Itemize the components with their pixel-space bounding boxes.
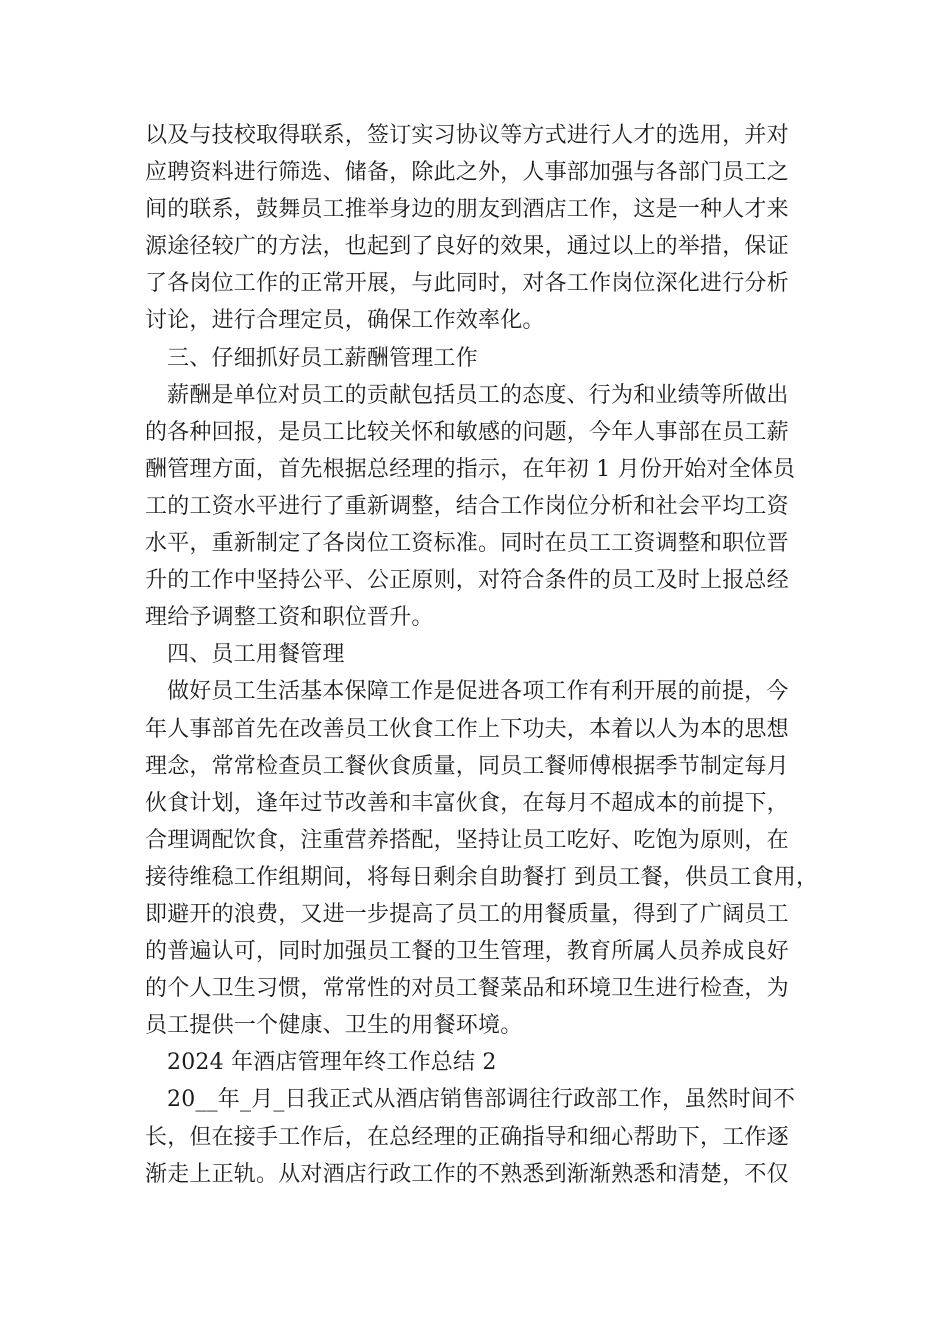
paragraph-line: 酬管理方面，首先根据总经理的指示，在年初 1 月份开始对全体员 bbox=[145, 456, 796, 482]
paragraph-line: 以及与技校取得联系，签订实习协议等方式进行人才的选用，并对 bbox=[145, 123, 789, 148]
paragraph-line: 讨论，进行合理定员，确保工作效率化。 bbox=[145, 308, 545, 334]
paragraph-line: 的普遍认可，同时加强员工餐的卫生管理，教育所属人员养成良好 bbox=[145, 939, 789, 965]
section-heading: 四、员工用餐管理 bbox=[167, 642, 345, 668]
paragraph-line: 年人事部首先在改善员工伙食工作上下功夫，本着以人为本的思想 bbox=[145, 716, 789, 742]
paragraph-line: 渐走上正轨。从对酒店行政工作的不熟悉到渐渐熟悉和清楚，不仅 bbox=[145, 1161, 789, 1187]
paragraph-line: 做好员工生活基本保障工作是促进各项工作有利开展的前提，今 bbox=[167, 679, 789, 705]
paragraph-line: 应聘资料进行筛选、储备，除此之外，人事部加强与各部门员工之 bbox=[145, 160, 789, 186]
paragraph-line: 升的工作中坚持公平、公正原则，对符合条件的员工及时上报总经 bbox=[145, 568, 789, 594]
paragraph-line: 的个人卫生习惯，常常性的对员工餐菜品和环境卫生进行检查，为 bbox=[145, 976, 789, 1002]
paragraph-line: 20__年_月_日我正式从酒店销售部调往行政部工作，虽然时间不 bbox=[167, 1087, 796, 1113]
paragraph-line: 合理调配饮食，注重营养搭配，坚持让员工吃好、吃饱为原则，在 bbox=[145, 827, 789, 853]
section-heading: 三、仔细抓好员工薪酬管理工作 bbox=[167, 345, 478, 371]
paragraph-line: 水平，重新制定了各岗位工资标准。同时在员工工资调整和职位晋 bbox=[145, 531, 789, 557]
paragraph-line: 薪酬是单位对员工的贡献包括员工的态度、行为和业绩等所做出 bbox=[167, 382, 789, 408]
paragraph-line: 接待维稳工作组期间，将每日剩余自助餐打 到员工餐，供员工食用， bbox=[145, 864, 819, 890]
document-body bbox=[145, 117, 825, 1193]
paragraph-line: 伙食计划，逢年过节改善和丰富伙食，在每月不超成本的前提下， bbox=[145, 790, 789, 816]
paragraph-line: 员工提供一个健康、卫生的用餐环境。 bbox=[145, 1013, 523, 1039]
paragraph-line: 长，但在接手工作后，在总经理的正确指导和细心帮助下，工作逐 bbox=[145, 1124, 789, 1150]
paragraph-line: 工的工资水平进行了重新调整，结合工作岗位分析和社会平均工资 bbox=[145, 493, 789, 519]
paragraph-line: 的各种回报，是员工比较关怀和敏感的问题，今年人事部在员工薪 bbox=[145, 419, 789, 445]
paragraph-line: 理给予调整工资和职位晋升。 bbox=[145, 605, 434, 631]
paragraph-line: 了各岗位工作的正常开展，与此同时，对各工作岗位深化进行分析 bbox=[145, 271, 789, 297]
paragraph-line: 理念，常常检查员工餐伙食质量，同员工餐师傅根据季节制定每月 bbox=[145, 753, 789, 779]
section-heading: 2024 年酒店管理年终工作总结 2 bbox=[167, 1050, 497, 1076]
paragraph-line: 间的联系，鼓舞员工推举身边的朋友到酒店工作，这是一种人才来 bbox=[145, 197, 789, 223]
paragraph-line: 即避开的浪费，又进一步提高了员工的用餐质量，得到了广阔员工 bbox=[145, 901, 789, 927]
paragraph-line: 源途径较广的方法，也起到了良好的效果，通过以上的举措，保证 bbox=[145, 234, 789, 260]
